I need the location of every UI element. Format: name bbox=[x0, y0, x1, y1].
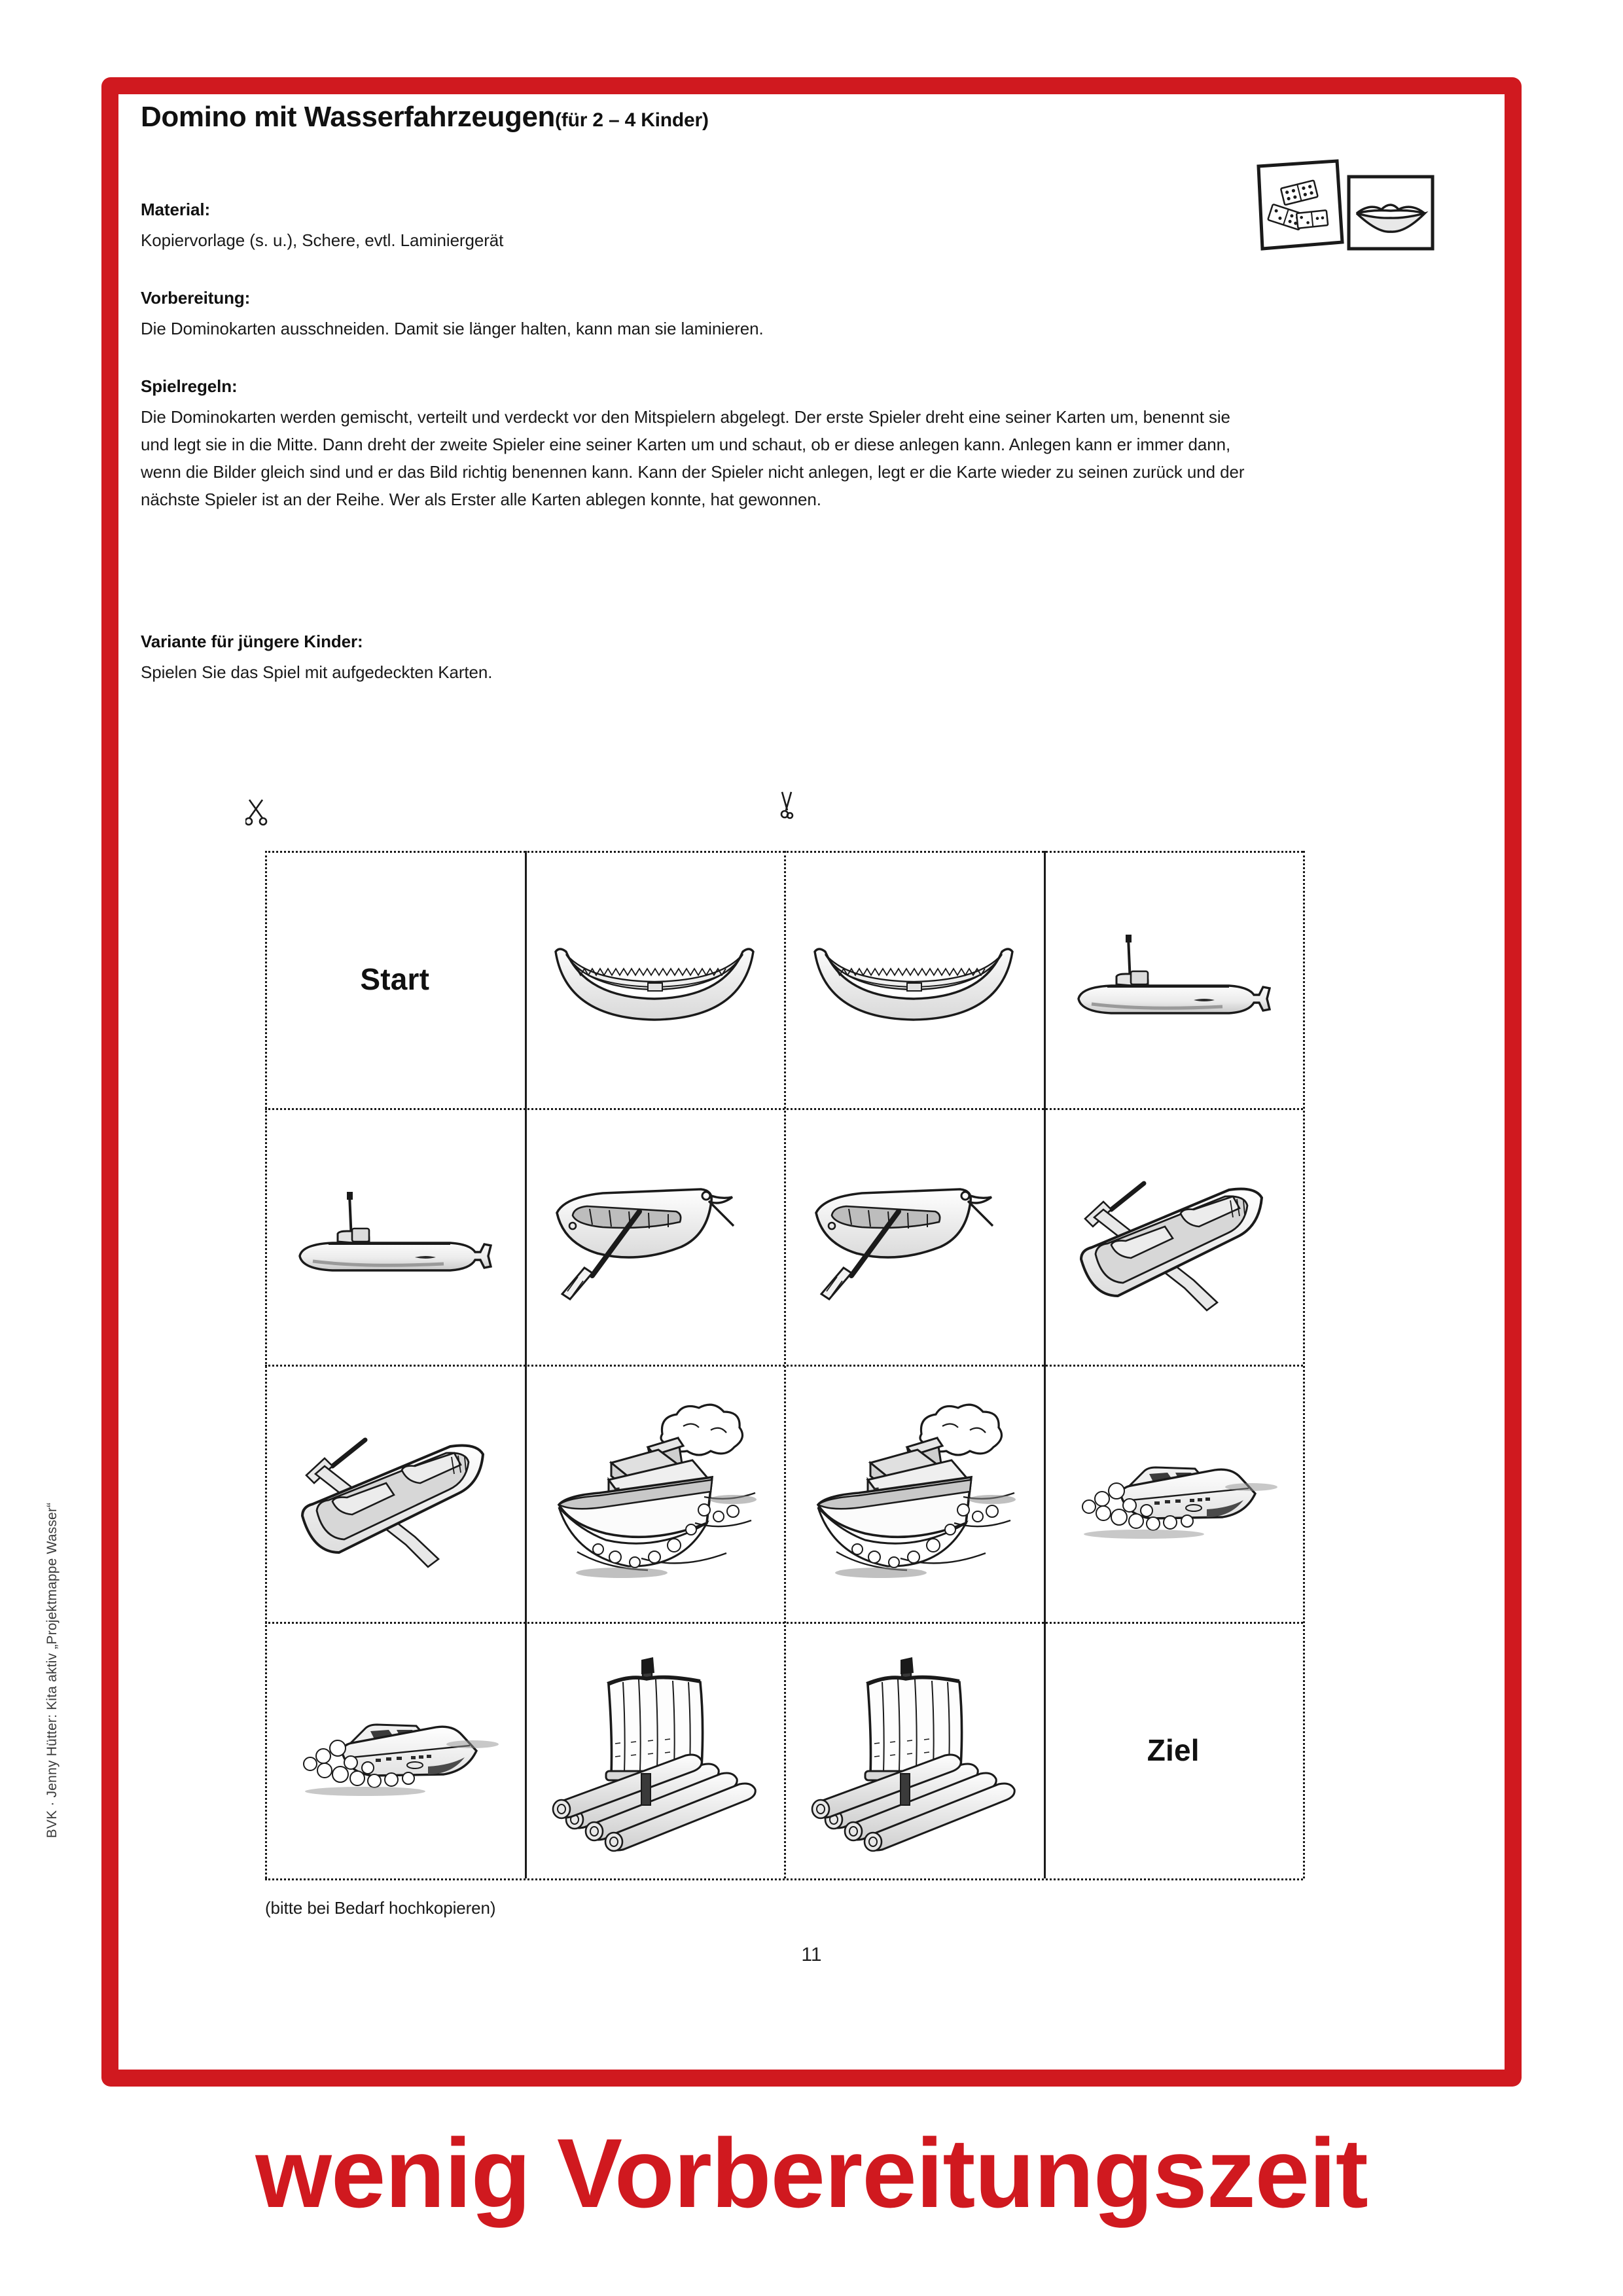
section-variante bbox=[141, 632, 1253, 686]
domino-cell-r3c1[interactable] bbox=[265, 1365, 525, 1622]
rowboat-icon bbox=[1065, 1155, 1281, 1318]
section-variante-body: Spielen Sie das Spiel mit aufgedeckten Karten. bbox=[141, 662, 493, 682]
logs bbox=[812, 1755, 1014, 1851]
canoe-icon bbox=[806, 920, 1022, 1038]
domino-cell-r3c4[interactable] bbox=[1044, 1365, 1304, 1622]
bottom-banner bbox=[0, 2118, 1623, 2228]
dinghy-icon bbox=[806, 1164, 1022, 1308]
domino-cell-r4c2[interactable] bbox=[525, 1622, 785, 1879]
section-spielregeln-body: Die Dominokarten werden gemischt, verteilt und verdeckt vor den Mitspielern abgelegt. Der erste Spieler dreht eine seiner Karten um, benennt sie und legt sie in die Mitte. Dann dreht der zweite Spieler eine seiner Karten um und schaut, ob er diese anlegen kann. Anlegen kann er immer dann, wenn die Bilder gleich sind und er das Bild richtig benennen kann. Kann der Spieler nicht anlegen, legt er die Karte wieder zu seinen zurück und der nächste Spieler ist an der Reihe. Wer als Erster alle Karten ablegen konnte, hat gewonnen. bbox=[141, 407, 1245, 510]
category-icons-svg bbox=[1253, 157, 1436, 275]
domino-cell-r1c1[interactable] bbox=[265, 851, 525, 1108]
category-icon-group bbox=[1253, 157, 1436, 275]
domino-cell-r4c3[interactable] bbox=[784, 1622, 1044, 1879]
domino-cell-r1c2[interactable] bbox=[525, 851, 785, 1108]
domino-cell-r4c1[interactable] bbox=[265, 1622, 525, 1879]
section-material-heading: Material: bbox=[141, 200, 211, 219]
page-title-subtitle: (für 2 – 4 Kinder) bbox=[555, 109, 709, 131]
dinghy-icon bbox=[546, 1164, 762, 1308]
canoe-icon bbox=[546, 920, 762, 1038]
domino-cell-r2c1[interactable] bbox=[265, 1108, 525, 1365]
page-number: 11 bbox=[801, 1944, 822, 1965]
domino-cell-r2c4[interactable] bbox=[1044, 1108, 1304, 1365]
section-material-body: Kopiervorlage (s. u.), Schere, evtl. Laminiergerät bbox=[141, 230, 504, 250]
sidebar-credit: BVK · Jenny Hütter: Kita aktiv „Projektmappe Wasser“ bbox=[45, 1502, 60, 1839]
section-vorbereitung-heading: Vorbereitung: bbox=[141, 288, 251, 308]
domino-cell-r3c3[interactable] bbox=[784, 1365, 1044, 1622]
section-vorbereitung bbox=[141, 288, 1253, 342]
domino-cell-r2c2[interactable] bbox=[525, 1108, 785, 1365]
section-spielregeln bbox=[141, 376, 1253, 513]
bottom-banner-text: wenig Vorbereitungszeit bbox=[255, 2118, 1368, 2228]
domino-cell-r3c2[interactable] bbox=[525, 1365, 785, 1622]
scissors-icon-middle bbox=[776, 791, 798, 819]
domino-cell-label-ziel: Ziel bbox=[1147, 1732, 1200, 1767]
footer-note: (bitte bei Bedarf hochkopieren) bbox=[265, 1898, 496, 1918]
domino-cell-r4c4[interactable] bbox=[1044, 1622, 1304, 1879]
domino-cell-r2c3[interactable] bbox=[784, 1108, 1044, 1365]
domino-cell-r1c4[interactable] bbox=[1044, 851, 1304, 1108]
domino-cell-r1c3[interactable] bbox=[784, 851, 1044, 1108]
section-vorbereitung-body: Die Dominokarten ausschneiden. Damit sie länger halten, kann man sie laminieren. bbox=[141, 319, 764, 338]
steamship-icon bbox=[543, 1395, 766, 1591]
scissors-icon-left bbox=[245, 797, 268, 826]
speedboat-icon bbox=[287, 1688, 503, 1812]
domino-cell-label-start: Start bbox=[360, 962, 430, 997]
section-variante-heading: Variante für jüngere Kinder: bbox=[141, 632, 363, 651]
steamship-icon bbox=[802, 1395, 1025, 1591]
lips-icon bbox=[1349, 177, 1433, 249]
domino-card-grid bbox=[265, 851, 1303, 1878]
section-material bbox=[141, 200, 1253, 254]
page-title-main: Domino mit Wasserfahrzeugen bbox=[141, 101, 556, 133]
rowboat-icon bbox=[287, 1411, 503, 1575]
submarine-icon bbox=[1065, 914, 1281, 1045]
logs bbox=[553, 1755, 755, 1851]
page-title bbox=[141, 101, 1253, 133]
submarine-icon bbox=[287, 1171, 503, 1302]
sail-raft-icon bbox=[802, 1645, 1025, 1855]
sail-raft-icon bbox=[543, 1645, 766, 1855]
page-header bbox=[141, 101, 1253, 133]
section-spielregeln-heading: Spielregeln: bbox=[141, 376, 238, 396]
domino-tiles-icon bbox=[1258, 161, 1342, 249]
speedboat-icon bbox=[1065, 1431, 1281, 1555]
